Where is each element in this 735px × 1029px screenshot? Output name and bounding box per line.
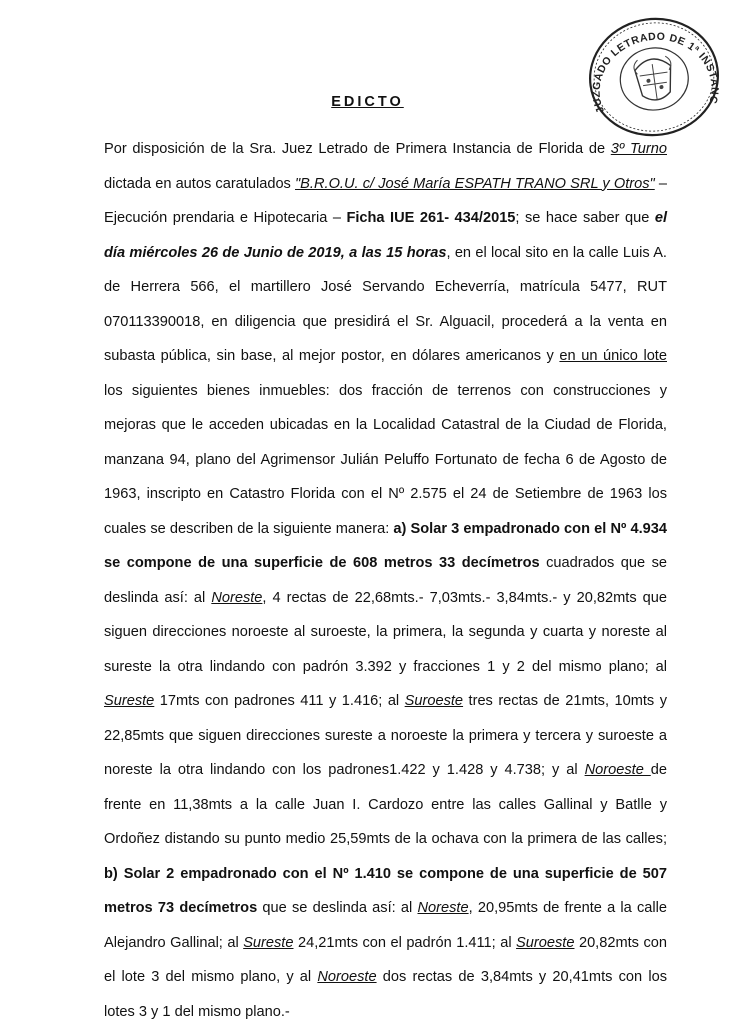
text-run: , 20,95mts de frente a la calle Alejandro Gallinal; al	[104, 900, 667, 951]
text-run: Por disposición de la Sra. Juez Letrado de Primera Instancia de Florida de	[104, 141, 611, 157]
direction-noroeste: Noroeste	[317, 969, 377, 985]
direction-sureste: Sureste	[104, 693, 155, 709]
court-seal-stamp	[578, 8, 730, 146]
solar-3-heading: a) Solar 3 empadronado con el Nº 4.934 se compone de una superficie de 608 metros 33 decímetros	[104, 520, 667, 571]
direction-sureste: Sureste	[243, 934, 294, 951]
document-title: EDICTO	[331, 94, 404, 110]
text-run: cuadrados que se deslinda así: al	[104, 555, 668, 606]
solar-2-heading: b) Solar 2 empadronado con el Nº 1.410 se compone de una superficie de 507 metros 73 decímetros	[104, 865, 667, 916]
text-run: ; se hace saber que	[515, 210, 655, 226]
text-run: , 4 rectas de 22,68mts.- 7,03mts.- 3,84mts.- y 20,82mts que siguen direcciones noroeste al suroeste, la primera, la segunda y cuarta y noreste al sureste la otra lindando con padrón 3.392 y fracciones 1 y 2 del mismo plano; al	[104, 589, 667, 675]
edict-paragraph	[104, 132, 667, 1029]
direction-noreste: Noreste	[211, 589, 263, 606]
case-caption: "B.R.O.U. c/ José María ESPATH TRANO SRL y Otros"	[295, 175, 655, 192]
seal-text: JUZGADO LETRADO DE 1ª INSTANCIA	[590, 30, 721, 115]
text-run: que se deslinda así: al	[257, 900, 418, 916]
text-run: los siguientes bienes inmuebles: dos fracción de terrenos con construcciones y mejoras que le acceden ubicadas en la Localidad Catastral de la Ciudad de Florida, manzana 94, plano del Agrimensor Julián Peluffo Fortunato de fecha 6 de Agosto de 1963, inscripto en Catastro Florida con el Nº 2.575 el 24 de Setiembre de 1963 los cuales se describen de la siguiente manera:	[104, 382, 667, 537]
text-run: de frente en 11,38mts a la calle Juan I. Cardozo entre las calles Gallinal y Batlle y Ordoñez distando su punto medio 25,59mts de la ochava con la primera de las calles;	[104, 762, 667, 847]
direction-noroeste: Noroeste	[584, 762, 651, 778]
direction-suroeste: Suroeste	[516, 934, 575, 951]
auction-date: el día miércoles 26 de Junio de 2019, a las 15 horas	[104, 210, 667, 261]
direction-noreste: Noreste	[417, 900, 469, 916]
text-run: tres rectas de 21mts, 10mts y 22,85mts que siguen direcciones sureste a noroeste la primera y tercera y suroeste a noreste la otra lindando con los padrones1.422 y 1.428 y 4.738; y al	[104, 693, 667, 778]
direction-suroeste: Suroeste	[404, 693, 464, 709]
text-run: dictada en autos caratulados	[104, 175, 295, 192]
court-turn: 3º Turno	[610, 141, 667, 157]
text-run: – Ejecución prendaria e Hipotecaria –	[104, 175, 667, 226]
case-file-number: Ficha IUE 261- 434/2015	[346, 210, 516, 226]
text-run: 24,21mts con el padrón 1.411; al	[293, 934, 517, 951]
text-run: , en el local sito en la calle Luis A. de Herrera 566, el martillero José Servando Echeverría, matrícula 5477, RUT 070113390018, en diligencia que presidirá el Sr. Alguacil, procederá a la venta en subasta pública, sin base, al mejor postor, en dólares americanos y	[104, 244, 667, 364]
text-run: 20,82mts con el lote 3 del mismo plano, y al	[104, 934, 667, 985]
single-lot-note: en un único lote	[559, 348, 667, 364]
text-run: 17mts con padrones 411 y 1.416; al	[154, 693, 405, 709]
text-run: dos rectas de 3,84mts y 20,41mts con los lotes 3 y 1 del mismo plano.-	[104, 969, 667, 1020]
